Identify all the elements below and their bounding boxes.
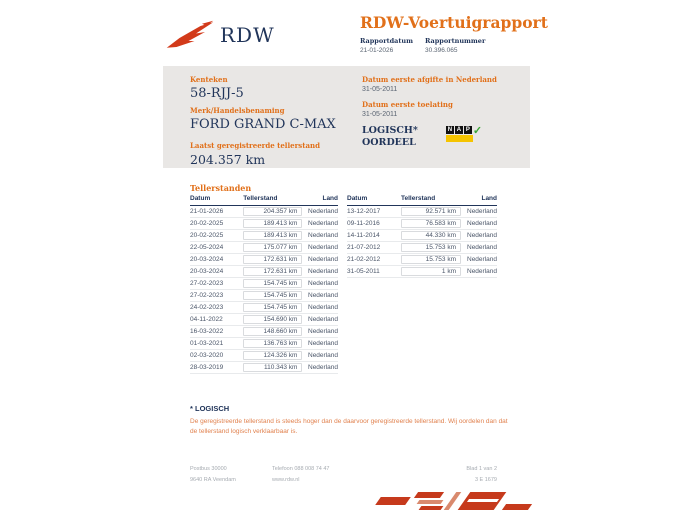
tellerstand-value-box: 172.631 km <box>243 255 302 264</box>
merk-value: FORD GRAND C-MAX <box>190 117 336 132</box>
laatste-tellerstand-label: Laatst geregistreerde tellerstand <box>190 141 320 150</box>
cell-datum: 04-11-2022 <box>190 314 243 326</box>
footnote-body: De geregistreerde tellerstand is steeds hoger dan de daarvoor geregistreerde tellerstand. Wij oordelen dan dat de tellerstand logisch verklaarbaar is. <box>190 418 508 435</box>
cell-tellerstand <box>401 206 461 218</box>
tellerstand-value-box: 154.745 km <box>243 303 302 312</box>
cell-datum: 21-01-2026 <box>190 206 243 218</box>
cell-datum: 20-02-2025 <box>190 230 243 242</box>
table-row <box>190 338 338 350</box>
footer-phone: Telefoon 088 008 74 47 <box>272 466 330 472</box>
oordeel-block <box>362 125 522 149</box>
cell-datum: 01-03-2021 <box>190 338 243 350</box>
cell-land: Nederland <box>302 314 338 326</box>
table-row <box>190 230 338 242</box>
table-row <box>190 362 338 374</box>
footnote <box>190 404 512 437</box>
cell-tellerstand <box>243 314 302 326</box>
footer-page-info <box>430 464 497 486</box>
cell-datum: 09-11-2016 <box>347 218 401 230</box>
tellerstand-value-box: 15.753 km <box>401 243 461 252</box>
eerste-afgifte-label: Datum eerste afgifte in Nederland <box>362 75 497 84</box>
report-meta <box>360 37 485 54</box>
oordeel-text <box>362 125 418 149</box>
cell-datum: 16-03-2022 <box>190 326 243 338</box>
oordeel-line2: OORDEEL <box>362 137 416 148</box>
cell-datum: 27-02-2023 <box>190 290 243 302</box>
rdw-wing-icon <box>166 20 214 50</box>
cell-datum: 28-03-2019 <box>190 362 243 374</box>
nap-letter-a: A <box>456 127 462 133</box>
footer-postbus: Postbus 30000 <box>190 466 227 472</box>
cell-datum: 20-02-2025 <box>190 218 243 230</box>
cell-tellerstand <box>401 266 461 278</box>
report-title: RDW-Voertuigrapport <box>360 13 548 32</box>
rdw-stripes-graphic <box>372 490 534 514</box>
table-header-row <box>347 195 497 206</box>
rdw-logo-text: RDW <box>220 23 275 47</box>
footer-address <box>190 464 236 486</box>
column-header: Land <box>302 195 338 206</box>
tellerstanden-heading: Tellerstanden <box>190 183 252 193</box>
cell-land: Nederland <box>302 254 338 266</box>
eerste-toelating-label: Datum eerste toelating <box>362 100 453 109</box>
table-row <box>190 290 338 302</box>
tellerstand-value-box: 154.690 km <box>243 315 302 324</box>
report-date-value: 21-01-2026 <box>360 47 394 54</box>
table-row <box>347 266 497 278</box>
table-row <box>190 242 338 254</box>
cell-tellerstand <box>243 302 302 314</box>
report-date-label: Rapportdatum <box>360 37 413 45</box>
column-header: Tellerstand <box>401 195 461 206</box>
eerste-toelating-value: 31-05-2011 <box>362 111 398 118</box>
vehicle-summary-right <box>362 75 522 149</box>
kenteken-value: 58-RJJ-5 <box>190 86 244 101</box>
cell-datum: 31-05-2011 <box>347 266 401 278</box>
cell-land: Nederland <box>461 242 497 254</box>
cell-tellerstand <box>243 254 302 266</box>
cell-datum: 22-05-2024 <box>190 242 243 254</box>
cell-land: Nederland <box>461 266 497 278</box>
cell-land: Nederland <box>461 230 497 242</box>
cell-datum: 24-02-2023 <box>190 302 243 314</box>
footer-city: 9640 RA Veendam <box>190 477 236 483</box>
cell-tellerstand <box>243 362 302 374</box>
table-row <box>190 350 338 362</box>
table-row <box>190 326 338 338</box>
cell-land: Nederland <box>302 278 338 290</box>
cell-land: Nederland <box>461 254 497 266</box>
table-row <box>347 254 497 266</box>
footer-contact <box>272 464 330 486</box>
column-header: Datum <box>190 195 243 206</box>
rdw-logo <box>166 20 275 50</box>
report-number-value: 30.396.065 <box>424 47 458 54</box>
tellerstand-value-box: 92.571 km <box>401 207 461 216</box>
tellerstanden-table-right <box>347 195 497 278</box>
cell-tellerstand <box>401 254 461 266</box>
tellerstand-value-box: 189.413 km <box>243 219 302 228</box>
laatste-tellerstand-value: 204.357 km <box>190 152 266 167</box>
table-row <box>190 218 338 230</box>
nap-logo <box>446 126 482 142</box>
tellerstand-value-box: 154.745 km <box>243 291 302 300</box>
cell-tellerstand <box>243 266 302 278</box>
table-row <box>190 254 338 266</box>
column-header: Tellerstand <box>243 195 302 206</box>
cell-tellerstand <box>243 326 302 338</box>
cell-land: Nederland <box>302 218 338 230</box>
tellerstand-value-box: 154.745 km <box>243 279 302 288</box>
tellerstand-value-box: 76.583 km <box>401 219 461 228</box>
footer-form-code: 3 E 1679 <box>474 477 497 483</box>
cell-land: Nederland <box>302 206 338 218</box>
footnote-title: * LOGISCH <box>190 404 230 413</box>
tellerstand-value-box: 204.357 km <box>243 207 302 216</box>
cell-datum: 27-02-2023 <box>190 278 243 290</box>
tellerstand-value-box: 124.326 km <box>243 351 302 360</box>
tellerstand-value-box: 1 km <box>401 267 461 276</box>
footer-website: www.rdw.nl <box>272 477 300 483</box>
cell-land: Nederland <box>302 266 338 278</box>
cell-datum: 20-03-2024 <box>190 254 243 266</box>
oordeel-line1: LOGISCH* <box>362 125 418 136</box>
eerste-afgifte-value: 31-05-2011 <box>362 86 398 93</box>
nap-letters <box>446 126 472 134</box>
nap-check-icon: ✓ <box>472 125 483 137</box>
cell-land: Nederland <box>302 338 338 350</box>
report-number <box>425 37 485 54</box>
cell-tellerstand <box>243 230 302 242</box>
cell-land: Nederland <box>461 206 497 218</box>
column-header: Datum <box>347 195 401 206</box>
tellerstand-value-box: 172.631 km <box>243 267 302 276</box>
cell-datum: 21-07-2012 <box>347 242 401 254</box>
table-row <box>347 242 497 254</box>
cell-tellerstand <box>243 350 302 362</box>
cell-land: Nederland <box>302 350 338 362</box>
table-row <box>190 278 338 290</box>
table-row <box>190 302 338 314</box>
table-row <box>190 206 338 218</box>
cell-tellerstand <box>401 242 461 254</box>
table-row <box>347 230 497 242</box>
cell-datum: 14-11-2014 <box>347 230 401 242</box>
nap-letter-p: P <box>465 127 470 133</box>
vehicle-summary-panel <box>163 66 530 168</box>
cell-land: Nederland <box>302 362 338 374</box>
table-row <box>190 266 338 278</box>
tellerstand-value-box: 44.330 km <box>401 231 461 240</box>
cell-tellerstand <box>243 278 302 290</box>
cell-datum: 20-03-2024 <box>190 266 243 278</box>
tellerstand-value-box: 148.660 km <box>243 327 302 336</box>
cell-land: Nederland <box>302 326 338 338</box>
cell-tellerstand <box>243 218 302 230</box>
cell-land: Nederland <box>302 230 338 242</box>
table-header-row <box>190 195 338 206</box>
nap-yellow-bar <box>446 135 473 142</box>
nap-letter-n: N <box>447 127 453 133</box>
table-row <box>347 218 497 230</box>
column-header: Land <box>461 195 497 206</box>
cell-land: Nederland <box>461 218 497 230</box>
cell-tellerstand <box>243 290 302 302</box>
tellerstand-value-box: 175.077 km <box>243 243 302 252</box>
report-date <box>360 37 413 54</box>
cell-tellerstand <box>401 230 461 242</box>
cell-land: Nederland <box>302 290 338 302</box>
cell-tellerstand <box>401 218 461 230</box>
table-row <box>347 206 497 218</box>
cell-tellerstand <box>243 338 302 350</box>
table-row <box>190 314 338 326</box>
cell-land: Nederland <box>302 242 338 254</box>
cell-datum: 13-12-2017 <box>347 206 401 218</box>
kenteken-label: Kenteken <box>190 75 228 84</box>
tellerstand-value-box: 136.763 km <box>243 339 302 348</box>
tellerstanden-table-left <box>190 195 338 374</box>
report-number-label: Rapportnummer <box>424 37 486 45</box>
tellerstand-value-box: 110.343 km <box>243 363 302 372</box>
cell-tellerstand <box>243 242 302 254</box>
vehicle-summary-left <box>190 75 336 167</box>
merk-label: Merk/Handelsbenaming <box>190 106 285 115</box>
cell-datum: 02-03-2020 <box>190 350 243 362</box>
tellerstand-value-box: 189.413 km <box>243 231 302 240</box>
cell-land: Nederland <box>302 302 338 314</box>
tellerstand-value-box: 15.753 km <box>401 255 461 264</box>
footer-page-number: Blad 1 van 2 <box>466 466 497 472</box>
cell-tellerstand <box>243 206 302 218</box>
cell-datum: 21-02-2012 <box>347 254 401 266</box>
